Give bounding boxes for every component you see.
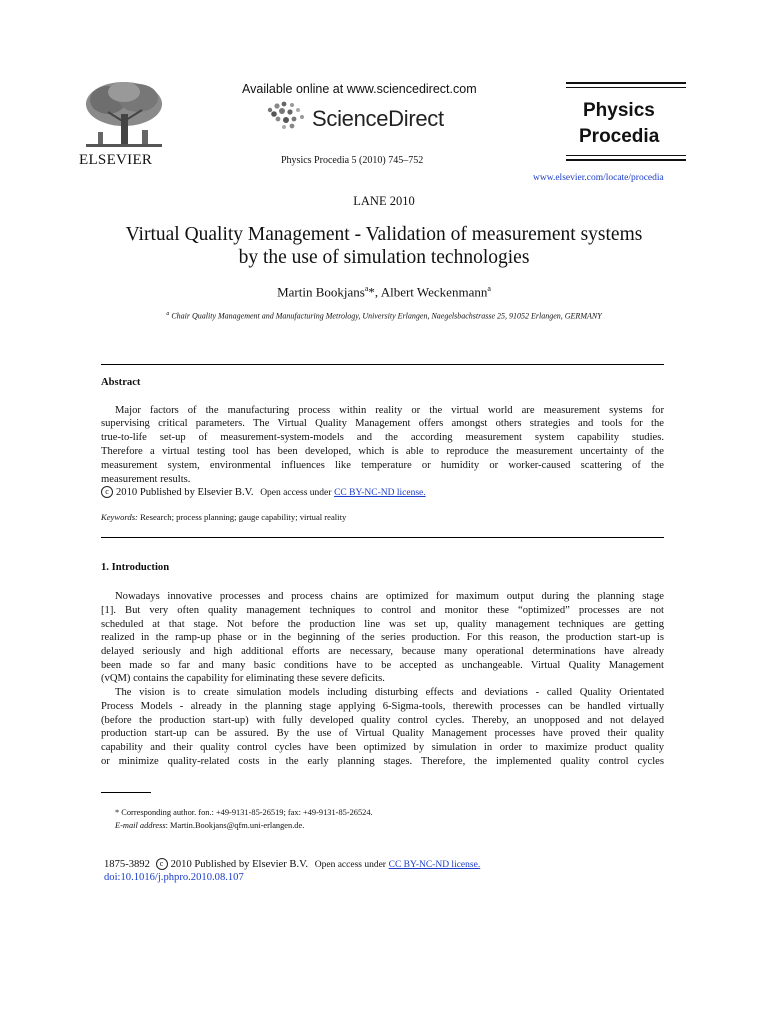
intro-line: The vision is to create simulation models including disturbing effects and deviations - called Quality Orientated (115, 687, 664, 698)
author-bookjans-affil: a (364, 284, 369, 293)
intro-line: Nowadays innovative processes and process chains are optimized for maximum output during the planning stage (115, 591, 664, 602)
sciencedirect-dots-icon (262, 100, 310, 134)
intro-line: (vQM) contains the capability for eliminating these severe deficits. (101, 673, 385, 684)
footnote-corresponding: * Corresponding author. fon.: +49-9131-85-26519; fax: +49-9131-85-26524. (115, 808, 373, 817)
conference-name: LANE 2010 (353, 194, 415, 208)
sciencedirect-logo (262, 100, 462, 134)
abstract-copyright (101, 486, 426, 498)
journal-name-line1: Physics (583, 100, 655, 121)
footer-copyright-text: 2010 Published by Elsevier B.V. (170, 859, 309, 870)
intro-line: delayed seriously and high additional efforts are necessary, because many operational determinations have already (101, 646, 664, 657)
abstract-heading: Abstract (101, 377, 141, 388)
footer-license-link[interactable]: CC BY-NC-ND license. (388, 860, 481, 870)
corresponding-mark: * (368, 284, 375, 300)
journal-rule-bottom-1 (566, 155, 686, 156)
journal-rule-top-2 (566, 87, 686, 88)
author-bookjans: Martin Bookjans (277, 284, 365, 300)
journal-rule-top-1 (566, 82, 686, 84)
intro-line: capability and their quality control cycles have been optimized by simulation in order to maximize product quality (101, 742, 664, 753)
journal-rule-bottom-2 (566, 159, 686, 161)
footnote-rule (101, 792, 151, 793)
journal-url-link[interactable]: www.elsevier.com/locate/procedia (533, 173, 664, 183)
authors (0, 284, 768, 300)
email-address: : Martin.Bookjans@qfm.uni-erlangen.de. (165, 821, 305, 830)
introduction-heading: 1. Introduction (101, 562, 170, 573)
intro-line: production start-up can be assured. By the use of Virtual Quality Management processes have proved their quality (101, 728, 664, 739)
paper-title-line1: Virtual Quality Management - Validation of measurement systems (125, 224, 643, 245)
abstract-line: Major factors of the manufacturing process within reality or the virtual world are measurement systems for (115, 405, 664, 416)
keywords-label: Keywords: (101, 512, 138, 522)
abstract-line: Therefore a virtual testing tool has been developed, which is able to reproduce the measurement uncertainty of the (101, 446, 664, 457)
author-weckenmann-affil: a (487, 284, 491, 293)
keywords (101, 512, 346, 522)
intro-line: scheduled at that stage. Not before the production line was set up, quality management techniques are getting (101, 619, 664, 630)
abstract-rule-bottom (101, 537, 664, 538)
intro-line: or minimize quality-related costs in the early planning stages. Therefore, the implemented quality control cycles (101, 756, 664, 767)
abstract-copyright-text: 2010 Published by Elsevier B.V. (116, 487, 254, 498)
author-separator: , (374, 284, 381, 300)
intro-line: been made so far and many basic conditions have to be accepted as unchangeable. Virtual Quality Management (101, 660, 664, 671)
citation: Physics Procedia 5 (2010) 745–752 (281, 155, 424, 166)
affiliation-text: Chair Quality Management and Manufacturing Metrology, University Erlangen, Naegelsbachstrasse 25, 91052 Erlangen, GERMANY (171, 311, 602, 321)
elsevier-logo (78, 78, 170, 154)
abstract-line: measurement system, environmental influences like temperature or humidity or worker-caused scattering of the (101, 460, 664, 471)
email-label: E-mail address (115, 821, 166, 830)
open-access-text: Open access under (260, 488, 332, 498)
publisher-name: ELSEVIER (79, 152, 153, 168)
intro-line: [1]. But very often quality management techniques to control and monitor these “optimized” processes are not (101, 605, 664, 616)
intro-line: realized in the ramp-up phase or in the beginning of the series production. For this reason, the production start-up is (101, 632, 664, 643)
affiliation-mark: a (166, 311, 170, 317)
available-online: Available online at www.sciencedirect.com (242, 82, 477, 96)
abstract-line: supervising critical parameters. The Virtual Quality Management offers amongst others strategies and tools for the (101, 418, 664, 429)
footer-open-access: Open access under (314, 860, 386, 870)
author-weckenmann: Albert Weckenmann (380, 284, 488, 300)
copyright-icon: c (156, 858, 168, 870)
doi-link[interactable]: doi:10.1016/j.phpro.2010.08.107 (104, 872, 244, 883)
abstract-rule-top (101, 364, 664, 365)
issn: 1875-3892 (104, 859, 150, 870)
keywords-text: Research; process planning; gauge capability; virtual reality (140, 512, 347, 522)
journal-name-line2: Procedia (579, 126, 660, 147)
footer-copyright (104, 858, 480, 870)
copyright-icon: c (101, 486, 113, 498)
intro-line: (before the production start-up) with fully developed quality control cycles. Thereby, an unopposed and not delayed (101, 715, 664, 726)
affiliation (0, 311, 768, 321)
abstract-line: true-to-life set-up of measurement-system-models and the according measurement system capability studies. (101, 432, 664, 443)
intro-line: Process Models - already in the planning stage applying 6-Sigma-tools, therewith processes can be handled virtually (101, 701, 664, 712)
paper-title-line2: by the use of simulation technologies (238, 247, 530, 268)
footnote-email (115, 821, 304, 830)
license-link[interactable]: CC BY-NC-ND license. (334, 488, 426, 498)
elsevier-tree-icon (78, 78, 170, 154)
sciencedirect-wordmark: ScienceDirect (312, 106, 444, 131)
abstract-line: measurement results. (101, 474, 191, 485)
